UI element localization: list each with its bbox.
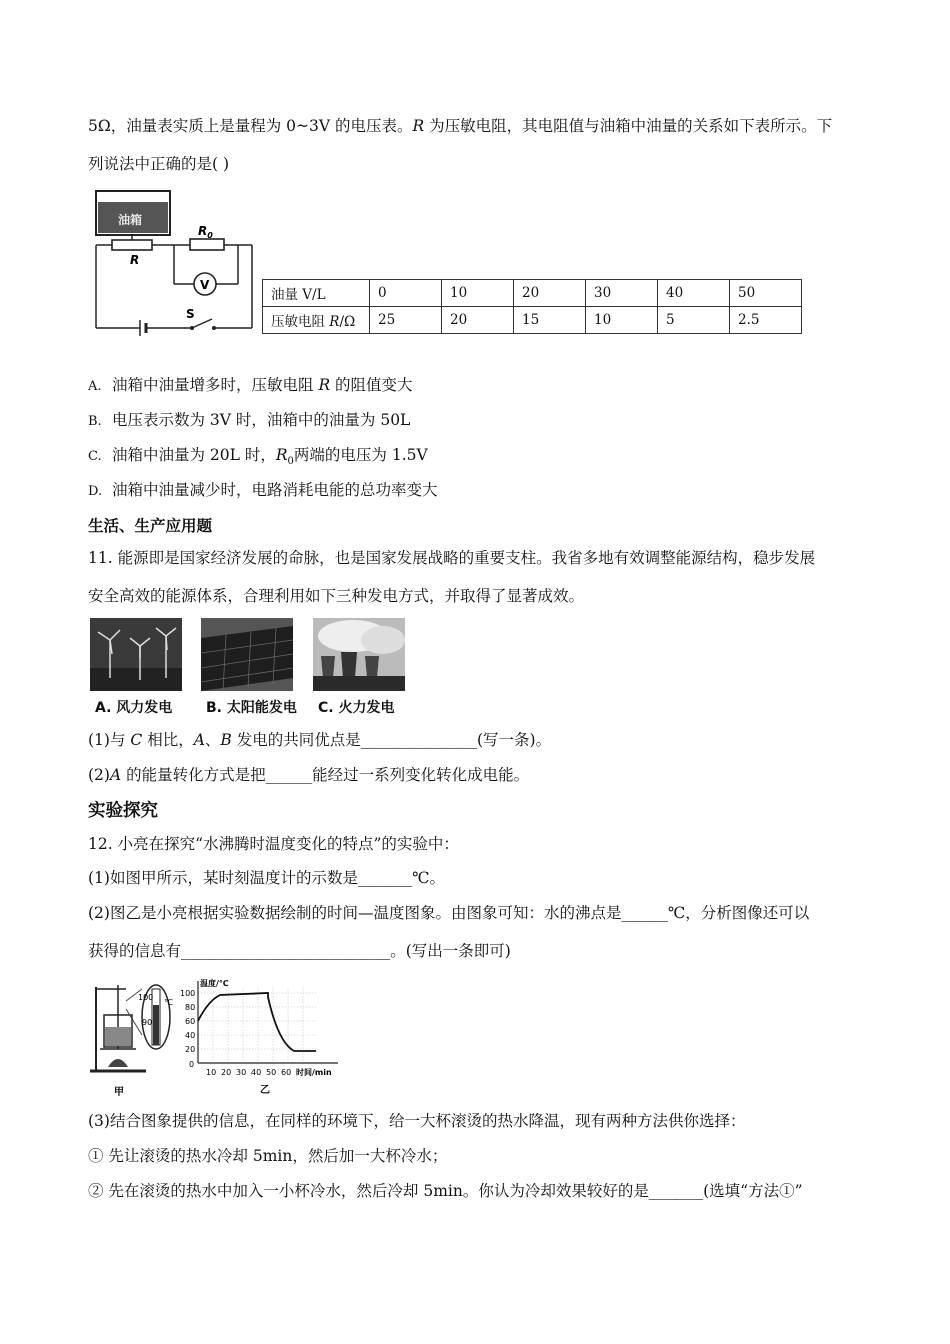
table-cell: 25: [370, 307, 442, 334]
table-cell: 2.5: [730, 307, 802, 334]
option-c[interactable]: C. 油箱中油量为 20L 时，$R_0$两端的电压为 1.5V: [88, 446, 428, 468]
q12-method2: ② 先在滚烫的热水中加入一小杯冷水，然后冷却 5min。你认为冷却效果较好的是_______(选填“方法①”: [88, 1182, 803, 1200]
x-tick: 20: [221, 1068, 232, 1077]
q12-sub2-line2: 获得的信息有___________________________。(写出一条即可): [88, 942, 511, 960]
q12-sub1: (1)如图甲所示，某时刻温度计的示数是_______℃。: [88, 869, 446, 887]
table-cell: 20: [442, 307, 514, 334]
y-axis-label: 温度/℃: [200, 979, 229, 988]
x-tick: 60: [281, 1068, 292, 1077]
option-b[interactable]: B. 电压表示数为 3V 时，油箱中的油量为 50L: [88, 411, 411, 429]
table-cell: 压敏电阻 R/Ω: [263, 307, 370, 334]
option-a[interactable]: A. 油箱中油量增多时，压敏电阻 R 的阻值变大: [88, 376, 413, 394]
table-cell: 10: [586, 307, 658, 334]
table-row: [263, 280, 802, 307]
y-tick: 20: [185, 1045, 196, 1054]
voltmeter-label: V: [200, 278, 210, 292]
thermometer-unit: ℃: [164, 998, 173, 1007]
x-tick: 30: [236, 1068, 247, 1077]
temperature-graph: [180, 978, 338, 1096]
figure-label-yi: 乙: [260, 1085, 270, 1096]
r0-label: $R_0$: [198, 224, 213, 240]
circuit-diagram: [90, 188, 262, 338]
switch-label: S: [186, 307, 195, 321]
solar-power-photo: [201, 618, 293, 691]
q12-line1: 12. 小亮在探究“水沸腾时温度变化的特点”的实验中：: [88, 835, 459, 853]
y-tick: 60: [185, 1017, 196, 1026]
x-tick: 40: [251, 1068, 262, 1077]
table-cell: 40: [658, 280, 730, 307]
x-tick: 10: [206, 1068, 217, 1077]
section-heading-experiment: 实验探究: [88, 801, 158, 821]
figure-label-jia: 甲: [114, 1087, 124, 1098]
q10-intro-line2: 列说法中正确的是( ): [88, 155, 230, 173]
q11-line1: 11. 能源即是国家经济发展的命脉，也是国家发展战略的重要支柱。我省多地有效调整能源结构，稳步发展: [88, 549, 816, 567]
oil-resistance-table: [262, 279, 802, 334]
table-cell: 10: [442, 280, 514, 307]
section-heading-applications: 生活、生产应用题: [88, 517, 213, 535]
q12-sub3: (3)结合图象提供的信息，在同样的环境下，给一大杯滚烫的热水降温，现有两种方法供你选择：: [88, 1112, 746, 1130]
q11-line2: 安全高效的能源体系，合理利用如下三种发电方式，并取得了显著成效。: [88, 587, 585, 605]
boiling-experiment-figure: [86, 975, 358, 1100]
table-cell: 5: [658, 307, 730, 334]
q12-method1: ① 先让滚烫的热水冷却 5min，然后加一大杯冷水；: [88, 1147, 448, 1165]
table-cell: 20: [514, 280, 586, 307]
option-d[interactable]: D. 油箱中油量减少时，电路消耗电能的总功率变大: [88, 481, 438, 499]
q10-intro-line1: 5Ω，油量表实质上是量程为 0~3V 的电压表。R 为压敏电阻，其电阻值与油箱中油量的关系如下表所示。下: [88, 117, 833, 135]
x-axis-label: 时间/min: [296, 1068, 332, 1077]
caption-wind: A. 风力发电: [95, 700, 173, 716]
q12-sub2-line1: (2)图乙是小亮根据实验数据绘制的时间—温度图象。由图象可知：水的沸点是______℃，分析图像还可以: [88, 904, 810, 922]
y-tick: 100: [180, 989, 196, 998]
table-cell: 30: [586, 280, 658, 307]
wind-power-photo: [90, 618, 182, 691]
y-tick: 40: [185, 1031, 196, 1040]
x-tick: 50: [266, 1068, 277, 1077]
table-row: [263, 307, 802, 334]
table-cell: 0: [370, 280, 442, 307]
q11-sub2: (2)A 的能量转化方式是把______能经过一系列变化转化成电能。: [88, 766, 530, 784]
table-cell: 15: [514, 307, 586, 334]
y-tick: 0: [189, 1060, 195, 1069]
thermal-power-photo: [313, 618, 405, 691]
thermometer-tick: 90: [142, 1018, 153, 1027]
caption-solar: B. 太阳能发电: [206, 700, 297, 716]
tank-label: 油箱: [118, 213, 143, 227]
table-cell: 油量 V/L: [263, 280, 370, 307]
thermometer-tick: 100: [138, 993, 154, 1002]
caption-thermal: C. 火力发电: [318, 700, 395, 716]
q11-sub1: (1)与 C 相比，A、B 发电的共同优点是_______________(写一条)。: [88, 731, 552, 749]
r-label: R: [130, 253, 140, 267]
y-tick: 80: [185, 1003, 196, 1012]
table-cell: 50: [730, 280, 802, 307]
